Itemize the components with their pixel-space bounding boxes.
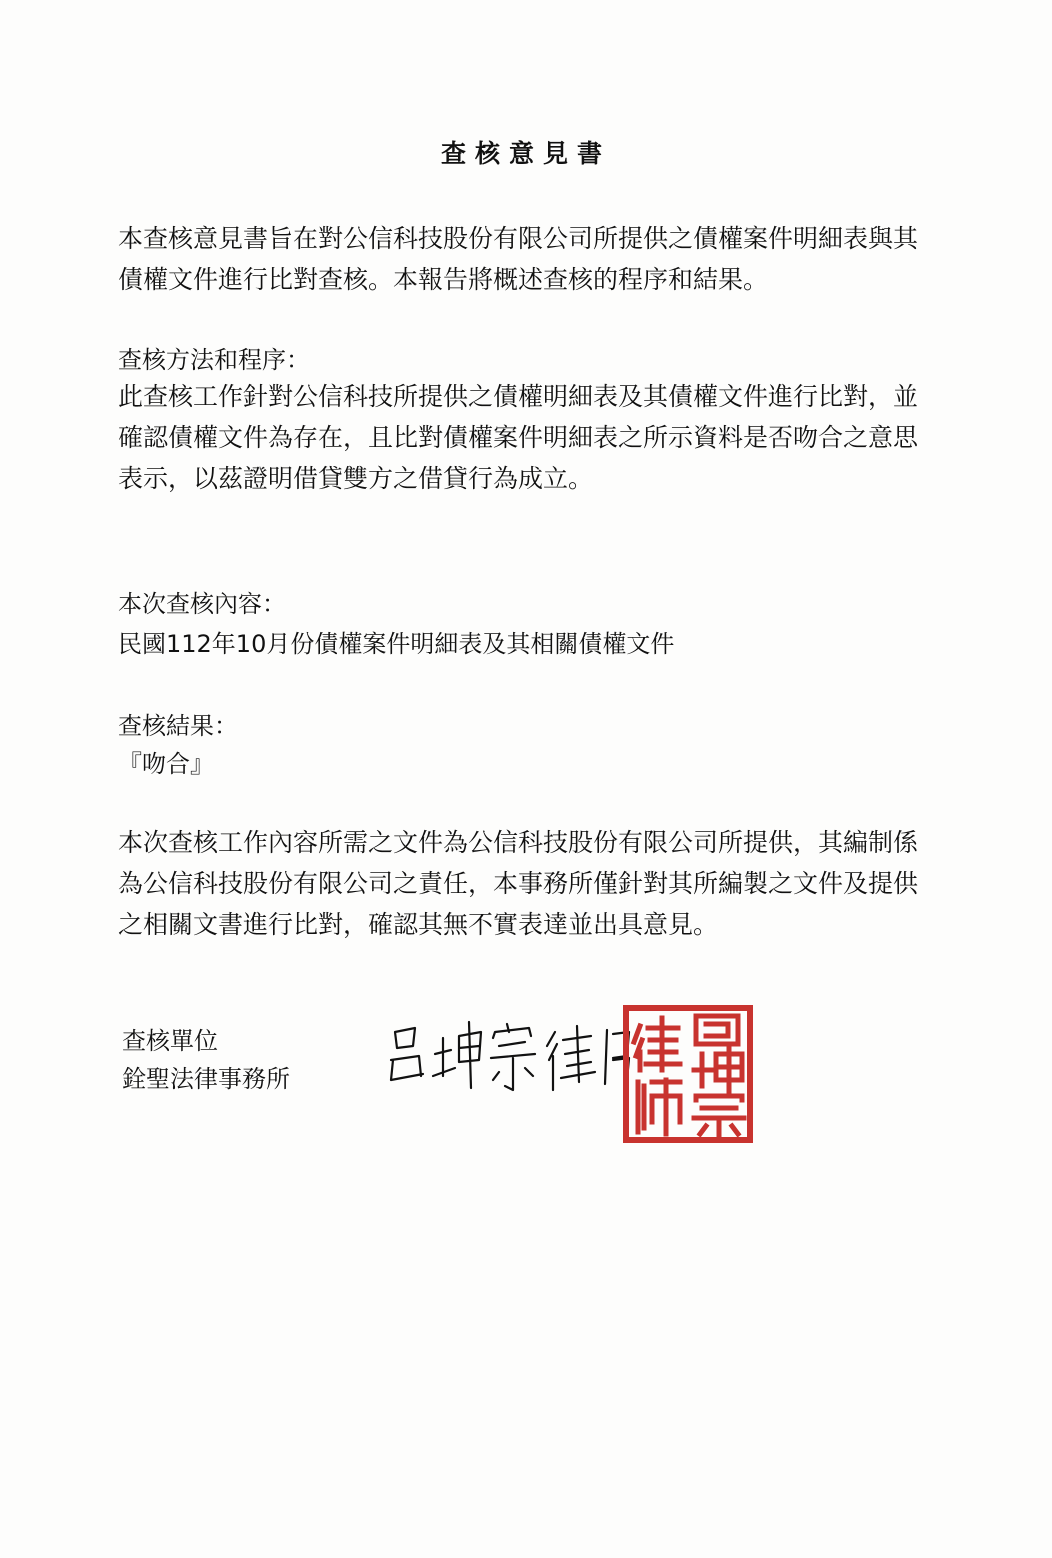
- method-line: 此查核工作針對公信科技所提供之債權明細表及其債權文件進行比對，並: [118, 382, 919, 411]
- audit-unit-name: 銓聖法律事務所: [122, 1065, 290, 1093]
- signature-image: [385, 1010, 635, 1100]
- document-title: 查核意見書: [440, 139, 611, 168]
- audit-unit: [122, 1022, 290, 1098]
- method-paragraph: [118, 376, 933, 499]
- intro-paragraph: [118, 218, 933, 300]
- disclaimer-line: 為公信科技股份有限公司之責任，本事務所僅針對其所編製之文件及提供: [118, 869, 919, 898]
- method-line: 確認債權文件為存在，且比對債權案件明細表之所示資料是否吻合之意思: [118, 423, 919, 452]
- method-heading: 查核方法和程序：: [118, 346, 310, 374]
- lawyer-seal-image: [622, 1004, 754, 1144]
- result-heading: 查核結果：: [118, 712, 238, 740]
- audit-unit-label: 查核單位: [122, 1027, 218, 1055]
- intro-line: 債權文件進行比對查核。本報告將概述查核的程序和結果。: [118, 265, 769, 294]
- intro-line: 本查核意見書旨在對公信科技股份有限公司所提供之債權案件明細表與其: [118, 224, 919, 253]
- result-value: 『吻合』: [118, 750, 214, 778]
- disclaimer-line: 之相關文書進行比對，確認其無不實表達並出具意見。: [118, 910, 719, 939]
- method-line: 表示，以茲證明借貸雙方之借貸行為成立。: [118, 464, 594, 493]
- scope-value: 民國112年10月份債權案件明細表及其相關債權文件: [118, 630, 675, 658]
- disclaimer-line: 本次查核工作內容所需之文件為公信科技股份有限公司所提供，其編制係: [118, 828, 919, 857]
- scope-heading: 本次查核內容：: [118, 590, 286, 618]
- disclaimer-paragraph: [118, 822, 933, 945]
